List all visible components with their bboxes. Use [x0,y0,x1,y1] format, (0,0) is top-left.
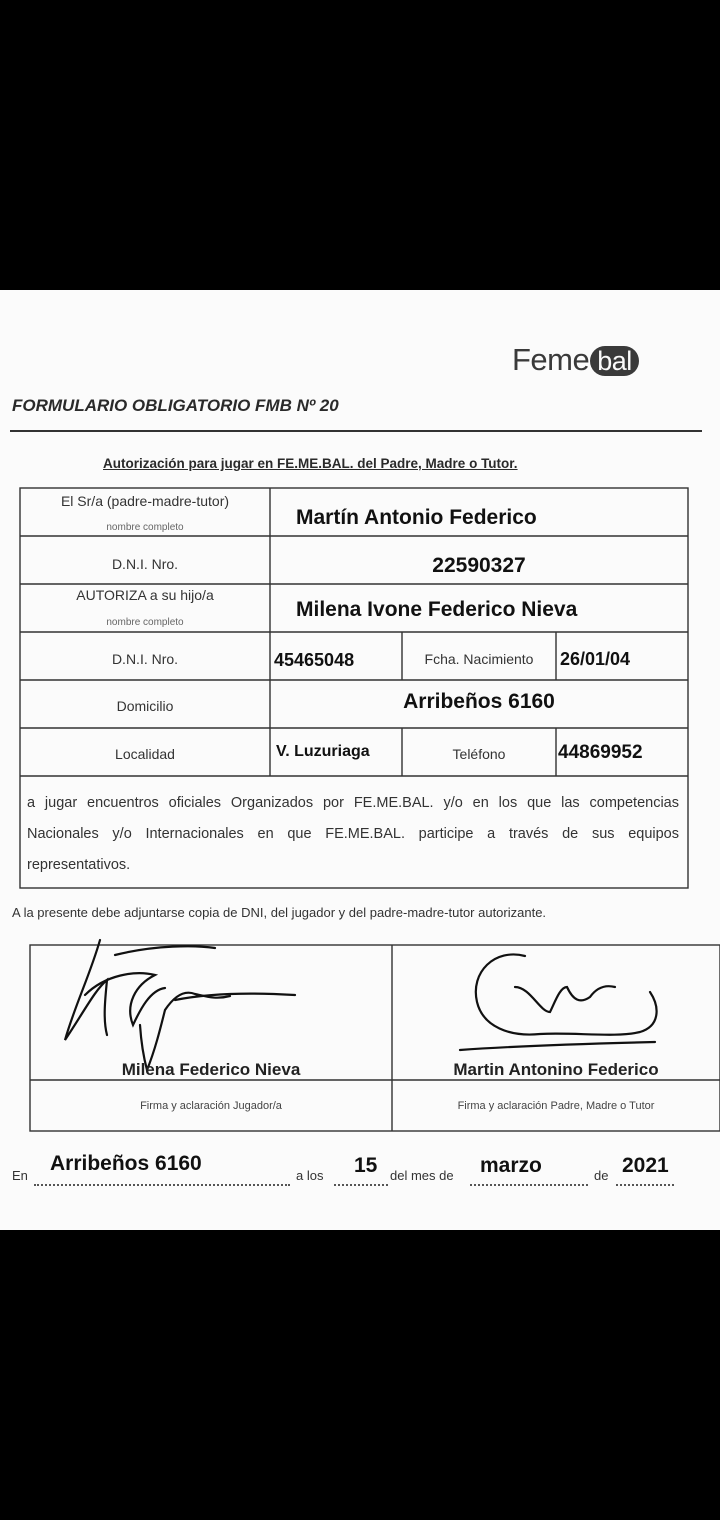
document-sheet [0,290,720,1230]
guardian-hint: nombre completo [106,522,184,533]
player-signature-caption: Firma y aclaración Jugador/a [140,1100,282,1112]
player-signature-name: Milena Federico Nieva [121,1060,301,1079]
authorization-paragraph: a jugar encuentros oficiales Organizados por FE.ME.BAL. y/o en los que las competencias Nacionales y/o Internacionales en que FE.ME.BAL. participe a través de sus equipos representativos. [27,795,679,873]
phone-value: 44869952 [558,742,643,763]
guardian-dni-label: D.N.I. Nro. [111,556,179,572]
child-name-value: Milena Ivone Federico Nieva [296,598,578,621]
child-hint: nombre completo [106,617,184,628]
guardian-signature-name: Martin Antonino Federico [453,1060,659,1079]
footer-place-value: Arribeños 6160 [50,1152,202,1175]
locality-value: V. Luzuriaga [276,743,370,760]
birth-date-value: 26/01/04 [560,649,631,669]
guardian-signature-caption: Firma y aclaración Padre, Madre o Tutor [457,1100,655,1112]
guardian-signature [455,942,675,1062]
locality-label: Localidad [115,746,175,762]
guardian-dni-value: 22590327 [432,554,526,577]
address-value: Arribeños 6160 [403,690,555,713]
phone-label: Teléfono [452,746,506,762]
footer-year-value: 2021 [622,1154,669,1177]
guardian-name-value: Martín Antonio Federico [296,506,537,529]
birth-label: Fcha. Nacimiento [424,651,534,667]
player-signature [55,930,315,1080]
femebal-logo: Feme bal [512,342,639,378]
child-dni-value: 45465048 [274,650,355,670]
child-dni-label: D.N.I. Nro. [111,651,179,667]
footer-month-value: marzo [480,1154,542,1177]
address-label: Domicilio [116,698,174,714]
form-subtitle: Autorización para jugar en FE.ME.BAL. del Padre, Madre o Tutor. [103,456,518,471]
authorize-label: AUTORIZA a su hijo/a [76,587,214,603]
attachment-note: A la presente debe adjuntarse copia de DNI, del jugador y del padre-madre-tutor autorizante. [12,905,547,920]
footer-del-mes-de: del mes de [390,1168,454,1183]
guardian-label: El Sr/a (padre-madre-tutor) [60,493,230,509]
form-title: FORMULARIO OBLIGATORIO FMB Nº 20 [12,396,339,415]
footer-day-value: 15 [354,1154,378,1177]
footer-de: de [594,1168,609,1183]
footer-en: En [12,1168,28,1183]
footer-a-los: a los [296,1168,324,1183]
